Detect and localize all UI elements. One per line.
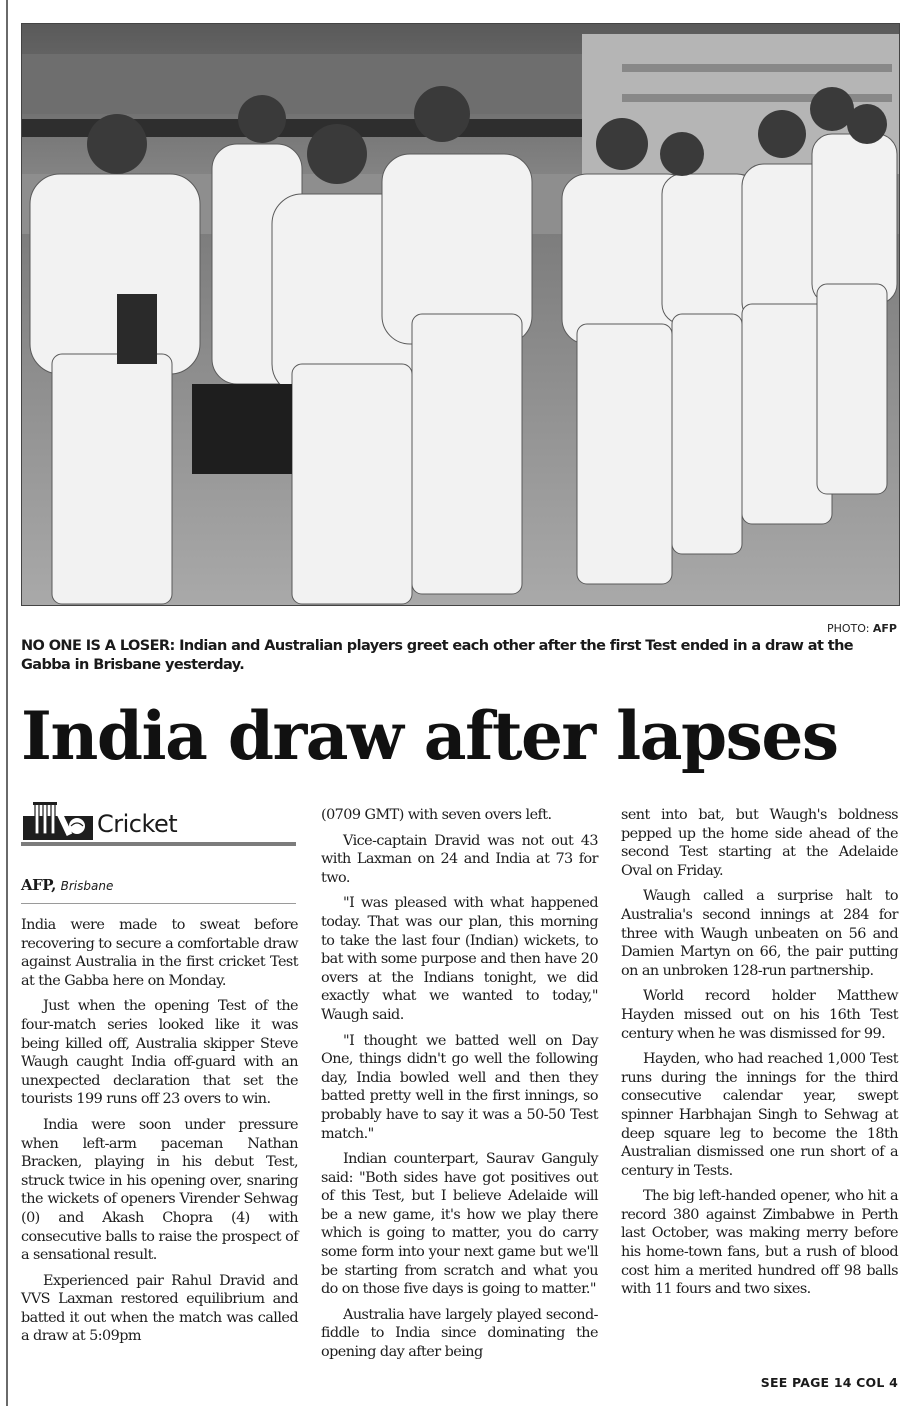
article-paragraph: Australia have largely played second-fiddle to India since dominating the opening day after being xyxy=(321,1306,598,1361)
section-rule xyxy=(21,842,296,846)
article-paragraph: Vice-captain Dravid was not out 43 with Laxman on 24 and India at 73 for two. xyxy=(321,832,598,886)
cricket-players-photo xyxy=(21,23,900,606)
article-paragraph: "I thought we batted well on Day One, things didn't go well the following day, India bowled well and then they batted pretty well in the first innings, so probably have to say it was a 50-50 Test match." xyxy=(321,1032,598,1142)
photo-credit: PHOTO: AFP xyxy=(826,622,897,635)
article-paragraph: World record holder Matthew Hayden missed out on his 16th Test century when he was dismissed for 99. xyxy=(621,988,898,1042)
dateline: AFP, Brisbane xyxy=(21,876,114,894)
article-paragraph: (0709 GMT) with seven overs left. xyxy=(321,807,552,823)
caption-text: Indian and Australian players greet each other after the first Test ended in a draw at the Gabba in Brisbane yesterday. xyxy=(21,638,854,673)
article-paragraph: sent into bat, but Waugh's boldness pepped up the home side ahead of the second Test starting at the Adelaide Oval on Friday. xyxy=(621,807,898,879)
article-paragraph: Indian counterpart, Saurav Ganguly said: "Both sides have got positives out of this Test, but I believe Adelaide will be a new game, it's how we play there which is going to matter, you do carry some form into your next game but we'll be starting from scratch and what you do on those five days is going to matter." xyxy=(321,1151,598,1298)
article-column-2 xyxy=(321,806,598,1369)
section-header xyxy=(21,800,296,846)
page-left-rule xyxy=(6,0,8,1406)
article-paragraph: The big left-handed opener, who hit a record 380 against Zimbabwe in Perth last October, was making merry before his home-town fans, but a rush of blood cost him a merited hundred off 98 balls with 11 fours and two sixes. xyxy=(621,1188,898,1298)
caption-kicker: NO ONE IS A LOSER: xyxy=(21,638,175,654)
article-paragraph: Just when the opening Test of the four-match series looked like it was being killed off, Australia skipper Steve Waugh caught India off-guard with an unexpected declaration that set the tourists 199 runs off 23 overs to win. xyxy=(21,998,298,1108)
article-paragraph: Hayden, who had reached 1,000 Test runs during the innings for the third consecutive calendar year, swept spinner Harbhajan Singh to Sehwag at deep square leg to become the 18th Australian dismissed one run short of a century in Tests. xyxy=(621,1051,898,1179)
article-paragraph: "I was pleased with what happened today. That was our plan, this morning to take the last four (Indian) wickets, to bat with some purpose and then have 20 overs at the Indians tonight, we did exactly what we wanted to today," Waugh said. xyxy=(321,895,598,1023)
section-label: Cricket xyxy=(97,810,178,838)
headline: India draw after lapses xyxy=(21,697,838,775)
continued-jump-line: SEE PAGE 14 COL 4 xyxy=(760,1375,898,1390)
article-paragraph: India were made to sweat before recovering to secure a comfortable draw against Australia in the first cricket Test at the Gabba here on Monday. xyxy=(21,917,298,989)
article-paragraph: India were soon under pressure when left-arm paceman Nathan Bracken, playing in his debut Test, struck twice in his opening over, snaring the wickets of openers Virender Sehwag (0) and Akash Chopra (4) with consecutive balls to raise the prospect of a sensational result. xyxy=(21,1116,298,1264)
article-paragraph: Waugh called a surprise halt to Australia's second innings at 284 for three with Waugh unbeaten on 56 and Damien Martyn on 66, the pair putting on an unbroken 128-run partnership. xyxy=(621,888,898,979)
photo-caption xyxy=(21,637,901,675)
article-column-1 xyxy=(21,916,298,1353)
cricket-stumps-icon xyxy=(21,800,95,840)
article-paragraph: Experienced pair Rahul Dravid and VVS Laxman restored equilibrium and batted it out when the match was called a draw at 5:09pm xyxy=(21,1272,298,1345)
article-column-3 xyxy=(621,806,898,1306)
dateline-rule xyxy=(21,903,296,904)
